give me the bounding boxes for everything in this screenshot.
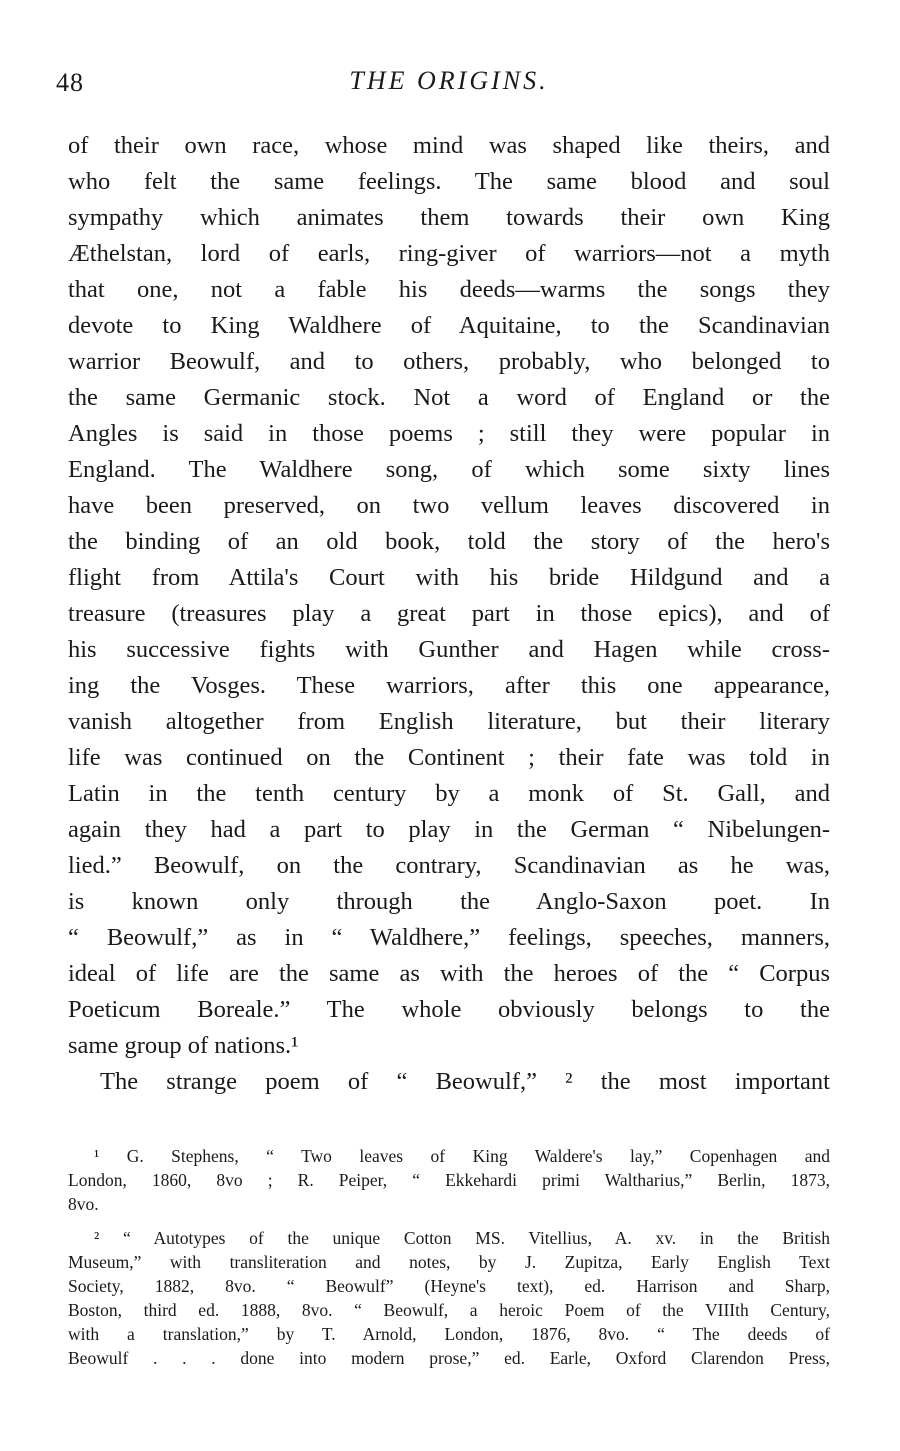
book-page (56, 58, 830, 1370)
text-line: lied.” Beowulf, on the contrary, Scandinavian as he was, (68, 852, 830, 879)
text-line: England. The Waldhere song, of which some sixty lines (68, 456, 830, 483)
text-line: sympathy which animates them towards their own King (68, 204, 830, 231)
text-line: life was continued on the Continent ; their fate was told in (68, 744, 830, 771)
text-line: again they had a part to play in the German “ Nibelungen- (68, 816, 830, 843)
text-line: is known only through the Anglo-Saxon poet. In (68, 888, 830, 915)
text-line: warrior Beowulf, and to others, probably, who belonged to (68, 348, 830, 375)
text-line: his successive fights with Gunther and Hagen while cross- (68, 636, 830, 663)
running-title: THE ORIGINS. (349, 66, 549, 95)
text-line: Latin in the tenth century by a monk of St. Gall, and (68, 780, 830, 807)
footnote-line: Museum,” with transliteration and notes, by J. Zupitza, Early English Text (68, 1252, 830, 1272)
text-line: devote to King Waldhere of Aquitaine, to the Scandinavian (68, 312, 830, 339)
text-line: “ Beowulf,” as in “ Waldhere,” feelings, speeches, manners, (68, 924, 830, 951)
body-text (68, 128, 830, 1100)
text-line: treasure (treasures play a great part in those epics), and of (68, 600, 830, 627)
footnote-line: Boston, third ed. 1888, 8vo. “ Beowulf, a heroic Poem of the VIIIth Century, (68, 1300, 830, 1320)
text-line: the same Germanic stock. Not a word of England or the (68, 384, 830, 411)
footnote-1 (68, 1144, 830, 1216)
footnote-line: London, 1860, 8vo ; R. Peiper, “ Ekkehardi primi Waltharius,” Berlin, 1873, (68, 1170, 830, 1190)
text-line: ing the Vosges. These warriors, after this one appearance, (68, 672, 830, 699)
footnotes (68, 1144, 830, 1370)
text-line: the binding of an old book, told the story of the hero's (68, 528, 830, 555)
text-line: of their own race, whose mind was shaped like theirs, and (68, 132, 830, 159)
footnote-line: ² “ Autotypes of the unique Cotton MS. Vitellius, A. xv. in the British (94, 1228, 830, 1248)
footnote-line: Beowulf . . . done into modern prose,” ed. Earle, Oxford Clarendon Press, (68, 1348, 830, 1368)
text-line: that one, not a fable his deeds—warms the songs they (68, 276, 830, 303)
footnote-line: ¹ G. Stephens, “ Two leaves of King Waldere's lay,” Copenhagen and (94, 1146, 830, 1166)
footnote-line: 8vo. (68, 1194, 99, 1214)
text-line: same group of nations.¹ (68, 1032, 299, 1059)
text-line: Poeticum Boreale.” The whole obviously belongs to the (68, 996, 830, 1023)
text-line: The strange poem of “ Beowulf,” ² the most important (100, 1068, 830, 1095)
page-header (56, 58, 830, 104)
text-line: who felt the same feelings. The same blood and soul (68, 168, 830, 195)
text-line: flight from Attila's Court with his bride Hildgund and a (68, 564, 830, 591)
text-line: ideal of life are the same as with the heroes of the “ Corpus (68, 960, 830, 987)
footnote-2 (68, 1226, 830, 1370)
text-line: vanish altogether from English literature, but their literary (68, 708, 830, 735)
text-line: have been preserved, on two vellum leaves discovered in (68, 492, 830, 519)
text-line: Angles is said in those poems ; still they were popular in (68, 420, 830, 447)
page-number: 48 (56, 68, 84, 97)
footnote-line: with a translation,” by T. Arnold, London, 1876, 8vo. “ The deeds of (68, 1324, 830, 1344)
text-line: Æthelstan, lord of earls, ring-giver of warriors—not a myth (68, 240, 830, 267)
footnote-line: Society, 1882, 8vo. “ Beowulf” (Heyne's text), ed. Harrison and Sharp, (68, 1276, 830, 1296)
